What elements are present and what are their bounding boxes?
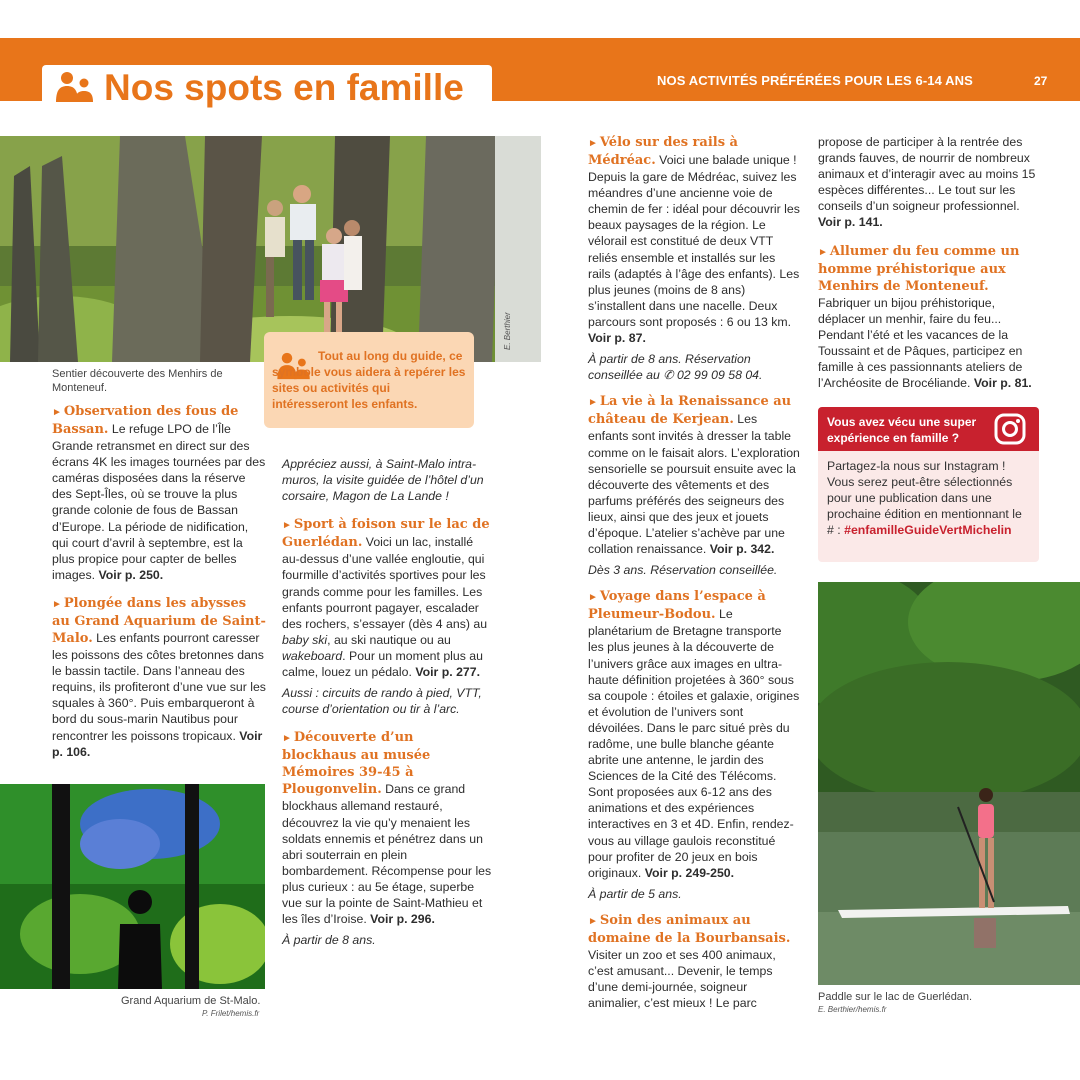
section-fous-de-bassan	[52, 403, 266, 583]
callout-box	[264, 332, 474, 428]
page-ref: Voir p. 277.	[415, 665, 481, 680]
section-guerledan	[282, 516, 492, 680]
page-title: Nos spots en famille	[104, 67, 464, 108]
age-note: Dès 3 ans. Réservation conseillée.	[588, 563, 778, 578]
section-body: Le refuge LPO de l’Île Grande retransmet en direct sur des écrans 4K les images tournées par des caméras disposées dans la réserve des Sept-Îles, où se trouve la plus grande colonie de fous de Bassan d’Europe. La période de nidification, qui court d’avril à septembre, est la plus propice pour capter de belles images.	[52, 422, 266, 582]
page-ref: Voir p. 296.	[370, 912, 435, 927]
section-title: Découverte d’un blockhaus au musée Mémoires 39-45 à Plougonvelin.	[282, 730, 431, 798]
page-ref: Voir p. 342.	[709, 542, 775, 557]
section-title: La vie à la Renaissance au château de Kerjean.	[588, 394, 792, 428]
column-2	[282, 456, 492, 953]
phone-number: 02 99 09 58 04.	[676, 368, 763, 383]
aussi-saint-malo: Appréciez aussi, à Saint-Malo intra-muros, la visite guidée de l’hôtel d’un corsaire, Magon de La Lande !	[282, 457, 484, 504]
section-pleumeur-bodou	[588, 588, 800, 881]
paddle-photo	[818, 582, 1080, 985]
arrow-icon: ►	[282, 733, 292, 745]
instagram-body	[827, 458, 1032, 538]
section-body: Voici une balade unique ! Depuis la gare de Médréac, suivez les méandres d’une ancienne voie de chemin de fer : idéal pour découvrir les beaux paysages de la région. Le vélorail est constitué de deux VTT reliés ensemble et installés sur les rails (adaptés à l’âge des enfants). Les plus jeunes (moins de 8 ans) s’installent dans une nacelle. Deux parcours sont proposés : 6 ou 13 km.	[588, 153, 800, 329]
section-title: Voyage dans l’espace à Pleumeur-Bodou.	[588, 589, 766, 623]
arrow-icon: ►	[52, 407, 62, 418]
section-title: Vélo sur des rails à Médréac.	[588, 135, 738, 169]
arrow-icon: ►	[282, 520, 292, 532]
family-icon	[56, 71, 94, 103]
paddle-credit: E. Berthier/hemis.fr	[818, 1005, 887, 1014]
menhirs-caption: Sentier découverte des Menhirs de Monteneuf.	[52, 368, 223, 394]
section-body: . Pour un moment plus au calme, louez un pédalo.	[282, 648, 483, 680]
page-ref: Voir p. 106.	[52, 728, 263, 759]
column-4	[818, 134, 1040, 396]
section-velorail	[588, 134, 800, 346]
bourbansais-continued	[818, 134, 1040, 231]
note-text: À partir de 8 ans. Réservation conseillée au	[588, 352, 751, 383]
page-number: 27	[1034, 74, 1048, 88]
page-ref: Voir p. 249-250.	[644, 865, 735, 880]
section-body: Les enfants sont invités à dresser la table comme on le faisait alors. L’exploration sensorielle se poursuit ensuite avec la découverte des vêtements et des parfums préférés des seigneurs des lieux, ainsi que des jeux et jouets d’époque. L’atelier s’achève par une collation renaissance.	[588, 412, 800, 557]
arrow-icon: ►	[588, 138, 598, 149]
section-emphasis: wakeboard	[282, 648, 343, 663]
aquarium-caption: Grand Aquarium de St-Malo.	[121, 995, 261, 1007]
column-1	[52, 403, 266, 765]
page-ref: Voir p. 81.	[973, 376, 1032, 391]
instagram-icon[interactable]	[993, 412, 1027, 446]
section-body: propose de participer à la rentrée des grands fauves, de nourrir de nombreux animaux et d’interagir avec au moins 15 espèces différentes... Le tout sur les conseils d’un soigneur professionnel.	[818, 135, 1036, 214]
section-grand-aquarium	[52, 595, 266, 760]
section-menhirs-monteneuf	[818, 243, 1040, 392]
section-blockhaus	[282, 729, 492, 927]
instagram-hashtag[interactable]: #enfamilleGuideVertMichelin	[844, 523, 1012, 537]
section-body: Dans ce grand blockhaus allemand restauré, découvrez la vie qu’y menaient les soldats ennemis et pénétrez dans un abri souterrain en plein bombardement. Récompense pour les plus curieux : au 5e étage, superbe vue sur la pointe de Saint-Mathieu et les îles d’Iroise.	[282, 782, 492, 927]
section-title: Plongée dans les abysses au Grand Aquarium de Saint-Malo.	[52, 595, 266, 647]
section-body: Visiter un zoo et ses 400 animaux, c’est amusant... Devenir, le temps d’une demi-journée, soigneur animalier, c’est mieux ! Le parc	[588, 948, 776, 1011]
section-body: Voici un lac, installé au-dessus d’une vallée engloutie, qui fourmille d’activités sportives pour les grands comme pour les familles. Les enfants pourront pagayer, escalader des rochers, s’essayer (dès 4 ans) au	[282, 535, 488, 631]
aussi-guerledan: Aussi : circuits de rando à pied, VTT, course d’orientation ou tir à l’arc.	[282, 686, 482, 717]
paddle-caption: Paddle sur le lac de Guerlédan.	[818, 991, 973, 1003]
arrow-icon: ►	[588, 397, 598, 409]
page-ref: Voir p. 141.	[818, 215, 883, 230]
column-3	[588, 134, 800, 1016]
section-kerjean	[588, 393, 800, 557]
menhirs-credit: E. Berthier	[503, 312, 512, 350]
section-bourbansais	[588, 912, 800, 1011]
section-title: Soin des animaux au domaine de la Bourbansais.	[588, 912, 791, 947]
instagram-heading: Vous avez vécu une super expérience en famille ?	[827, 415, 977, 445]
section-title: Observation des fous de Bassan.	[52, 404, 239, 438]
age-note: À partir de 5 ans.	[588, 886, 682, 901]
page-ref: Voir p. 250.	[98, 567, 164, 582]
aquarium-photo	[0, 784, 265, 989]
section-title: Allumer du feu comme un homme préhistorique aux Menhirs de Monteneuf.	[818, 243, 1020, 294]
instagram-box	[818, 407, 1039, 562]
arrow-icon: ►	[588, 592, 598, 604]
arrow-icon: ►	[818, 246, 828, 258]
phone-icon: ✆	[663, 368, 674, 383]
section-body: Les enfants pourront caresser les poissons des côtes bretonnes dans le bassin tactile. Dans l’anneau des requins, ils profiteront d’une vue sur les squales à 360°. Puis embarqueront à bord du sous-marin Nautibus pour rencontrer les poissons tropicaux.	[52, 631, 266, 743]
arrow-icon: ►	[52, 598, 62, 610]
section-body: Fabriquer un bijou préhistorique, déplacer un menhir, faire du feu... Pendant l’été et les vacances de la Toussaint et de Pâques, participez en famille à ces passionnants ateliers de l’Archéosite de Brocéliande.	[818, 295, 1023, 391]
page-ref: Voir p. 87.	[588, 331, 646, 346]
callout-text: Tout au long du guide, ce symbole vous aidera à repérer les sites ou activités qui intéresseront les enfants.	[272, 349, 466, 411]
instagram-text: Partagez-la nous sur Instagram ! Vous serez peut-être sélectionnés pour une publication dans une prochaine édition en mentionnant le # :	[827, 459, 1022, 537]
section-body: Le planétarium de Bretagne transporte les plus jeunes à la découverte de l’univers grâce aux images en ultra-haute définition projetées à 360° sous sa coupole : étoiles et galaxie, origines et évolution de l’univers sont dévoilées. Dans le parc situé près du radôme, une bulle blanche géante abrite une antenne, le jardin des Sciences de la Cité des Télécoms. Sont proposées aux 6-12 ans des animations et des expériences interactives en 3 et 4D. Enfin, rendez-vous au village gaulois reconstitué pour profiter de 20 jeux en bois originaux.	[588, 607, 800, 880]
section-emphasis: baby ski	[282, 632, 328, 647]
age-note: À partir de 8 ans.	[282, 933, 376, 948]
aquarium-credit: P. Frilet/hemis.fr	[202, 1009, 260, 1018]
section-body: , au ski nautique ou au	[327, 632, 451, 647]
section-subtitle: NOS ACTIVITÉS PRÉFÉRÉES POUR LES 6-14 ANS	[657, 73, 973, 88]
menhirs-photo	[0, 136, 541, 362]
instagram-header	[818, 407, 1039, 451]
section-title: Sport à foison sur le lac de Guerlédan.	[282, 517, 490, 551]
age-note	[588, 351, 800, 383]
arrow-icon: ►	[588, 915, 598, 927]
